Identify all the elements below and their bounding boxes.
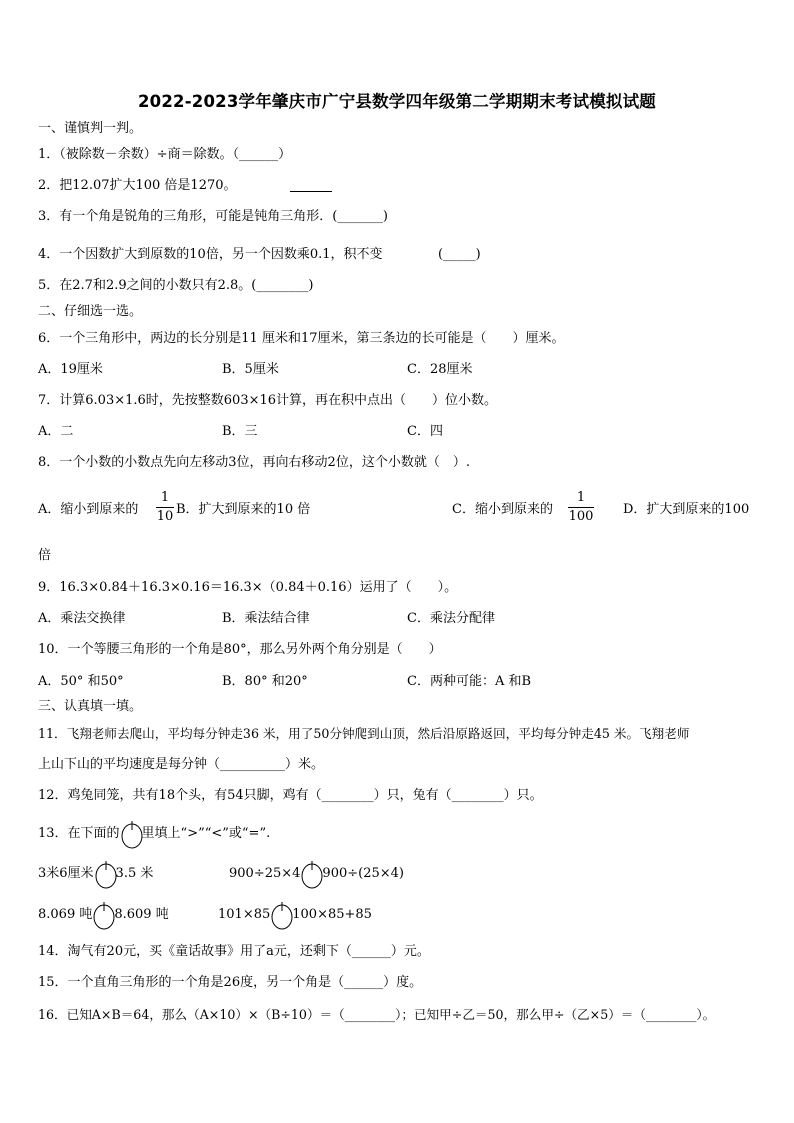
q13-r2a-left: 8.069 吨 xyxy=(38,907,93,922)
q9-option-c: C．乘法分配律 xyxy=(407,611,495,626)
compare-oval-icon[interactable] xyxy=(301,860,321,888)
q13-prefix: 13．在下面的 xyxy=(38,826,120,841)
q10-option-a: A．50° 和50° xyxy=(38,674,124,689)
q6-option-c: C．28厘米 xyxy=(407,362,473,377)
q13-r1b-right: 900÷(25×4) xyxy=(322,866,404,881)
q10-option-c: C．两种可能：A 和B xyxy=(407,674,532,689)
q13-row2-item1 xyxy=(38,901,169,930)
compare-oval-icon[interactable] xyxy=(95,860,115,888)
q13-r1a-right: 3.5 米 xyxy=(115,866,154,881)
question-15: 15．一个直角三角形的一个角是26度，另一个角是（______）度。 xyxy=(38,975,423,990)
q13-r2b-right: 100×85+85 xyxy=(292,907,372,922)
q8-a-numerator: 1 xyxy=(160,490,170,505)
question-16: 16．已知A×B＝64，那么（A×10）×（B÷10）＝（________）；已知甲÷乙＝50，那么甲÷（乙×5）＝（________）。 xyxy=(38,1007,716,1022)
answer-blank-4: (_____) xyxy=(438,247,481,262)
compare-oval-icon[interactable] xyxy=(271,901,291,929)
question-10: 10．一个等腰三角形的一个角是80°，那么另外两个角分别是（ ） xyxy=(38,642,442,657)
question-3: 3．有一个角是锐角的三角形，可能是钝角三角形．(_______) xyxy=(38,209,388,224)
q8-option-d: D．扩大到原来的100 xyxy=(623,502,750,517)
q13-row1-item2 xyxy=(229,860,404,889)
question-5: 5．在2.7和2.9之间的小数只有2.8。(________) xyxy=(38,278,314,293)
section-heading-3: 三、认真填一填。 xyxy=(38,699,143,714)
q7-option-b: B．三 xyxy=(222,424,258,439)
q8-c-numerator: 1 xyxy=(576,490,586,505)
q8-c-denominator: 100 xyxy=(568,509,594,524)
compare-oval-icon[interactable] xyxy=(93,901,113,929)
page-title: 2022-2023学年肇庆市广宁县数学四年级第二学期期末考试模拟试题 xyxy=(138,92,656,111)
q8-a-fraction xyxy=(156,490,174,525)
q13-row2-item2 xyxy=(218,901,372,930)
q6-option-a: A．19厘米 xyxy=(38,362,103,377)
q13-suffix: 里填上“>”“<”或“=”. xyxy=(141,826,271,841)
q8-c-fraction xyxy=(568,490,594,525)
q6-option-b: B．5厘米 xyxy=(222,362,279,377)
question-7: 7．计算6.03×1.6时，先按整数603×16计算，再在积中点出（ ）位小数。 xyxy=(38,393,498,408)
q10-option-b: B．80° 和20° xyxy=(222,674,308,689)
section-heading-1: 一、谨慎判一判。 xyxy=(38,121,143,136)
q9-option-a: A．乘法交换律 xyxy=(38,611,126,626)
question-11-line-1: 11．飞翔老师去爬山，平均每分钟走36 米，用了50分钟爬到山顶，然后沿原路返回，平均每分钟走45 米。飞翔老师 xyxy=(38,726,690,741)
question-12: 12．鸡兔同笼，共有18个头，有54只脚，鸡有（________）只，兔有（________）只。 xyxy=(38,788,543,803)
question-6: 6．一个三角形中，两边的长分别是11 厘米和17厘米，第三条边的长可能是（ ）厘米。 xyxy=(38,331,565,346)
question-9: 9．16.3×0.84＋16.3×0.16＝16.3×（0.84＋0.16）运用了（ ）。 xyxy=(38,580,458,595)
q7-option-c: C．四 xyxy=(407,424,443,439)
q13-r2b-left: 101×85 xyxy=(218,907,271,922)
q8-option-b: B．扩大到原来的10 倍 xyxy=(176,502,311,517)
q13-r1a-left: 3米6厘米 xyxy=(38,866,94,881)
answer-blank-2 xyxy=(290,191,332,192)
blank-oval-icon xyxy=(121,820,141,848)
question-8: 8．一个小数的小数点先向左移动3位，再向右移动2位，这个小数就（ ）. xyxy=(38,455,470,470)
section-heading-2: 二、仔细选一选。 xyxy=(38,304,143,319)
question-13 xyxy=(38,820,270,849)
q13-r2a-right: 8.609 吨 xyxy=(114,907,169,922)
question-14: 14．淘气有20元，买《童话故事》用了a元，还剩下（______）元。 xyxy=(38,944,430,959)
q9-option-b: B．乘法结合律 xyxy=(222,611,310,626)
q8-option-c: C．缩小到原来的 xyxy=(452,502,553,517)
q7-option-a: A．二 xyxy=(38,424,74,439)
q8-option-a: A．缩小到原来的 xyxy=(38,502,139,517)
question-4: 4．一个因数扩大到原数的10倍，另一个因数乘0.1，积不变 xyxy=(38,247,383,262)
q13-r1b-left: 900÷25×4 xyxy=(229,866,301,881)
question-11-line-2: 上山下山的平均速度是每分钟（__________）米。 xyxy=(38,757,325,772)
question-2: 2．把12.07扩大100 倍是1270。 xyxy=(38,178,237,193)
q13-row1-item1 xyxy=(38,860,153,889)
question-1: 1．（被除数－余数）÷商＝除数。（______） xyxy=(38,147,292,162)
q8-a-denominator: 10 xyxy=(156,509,174,524)
q8-option-d-continued: 倍 xyxy=(38,548,52,563)
